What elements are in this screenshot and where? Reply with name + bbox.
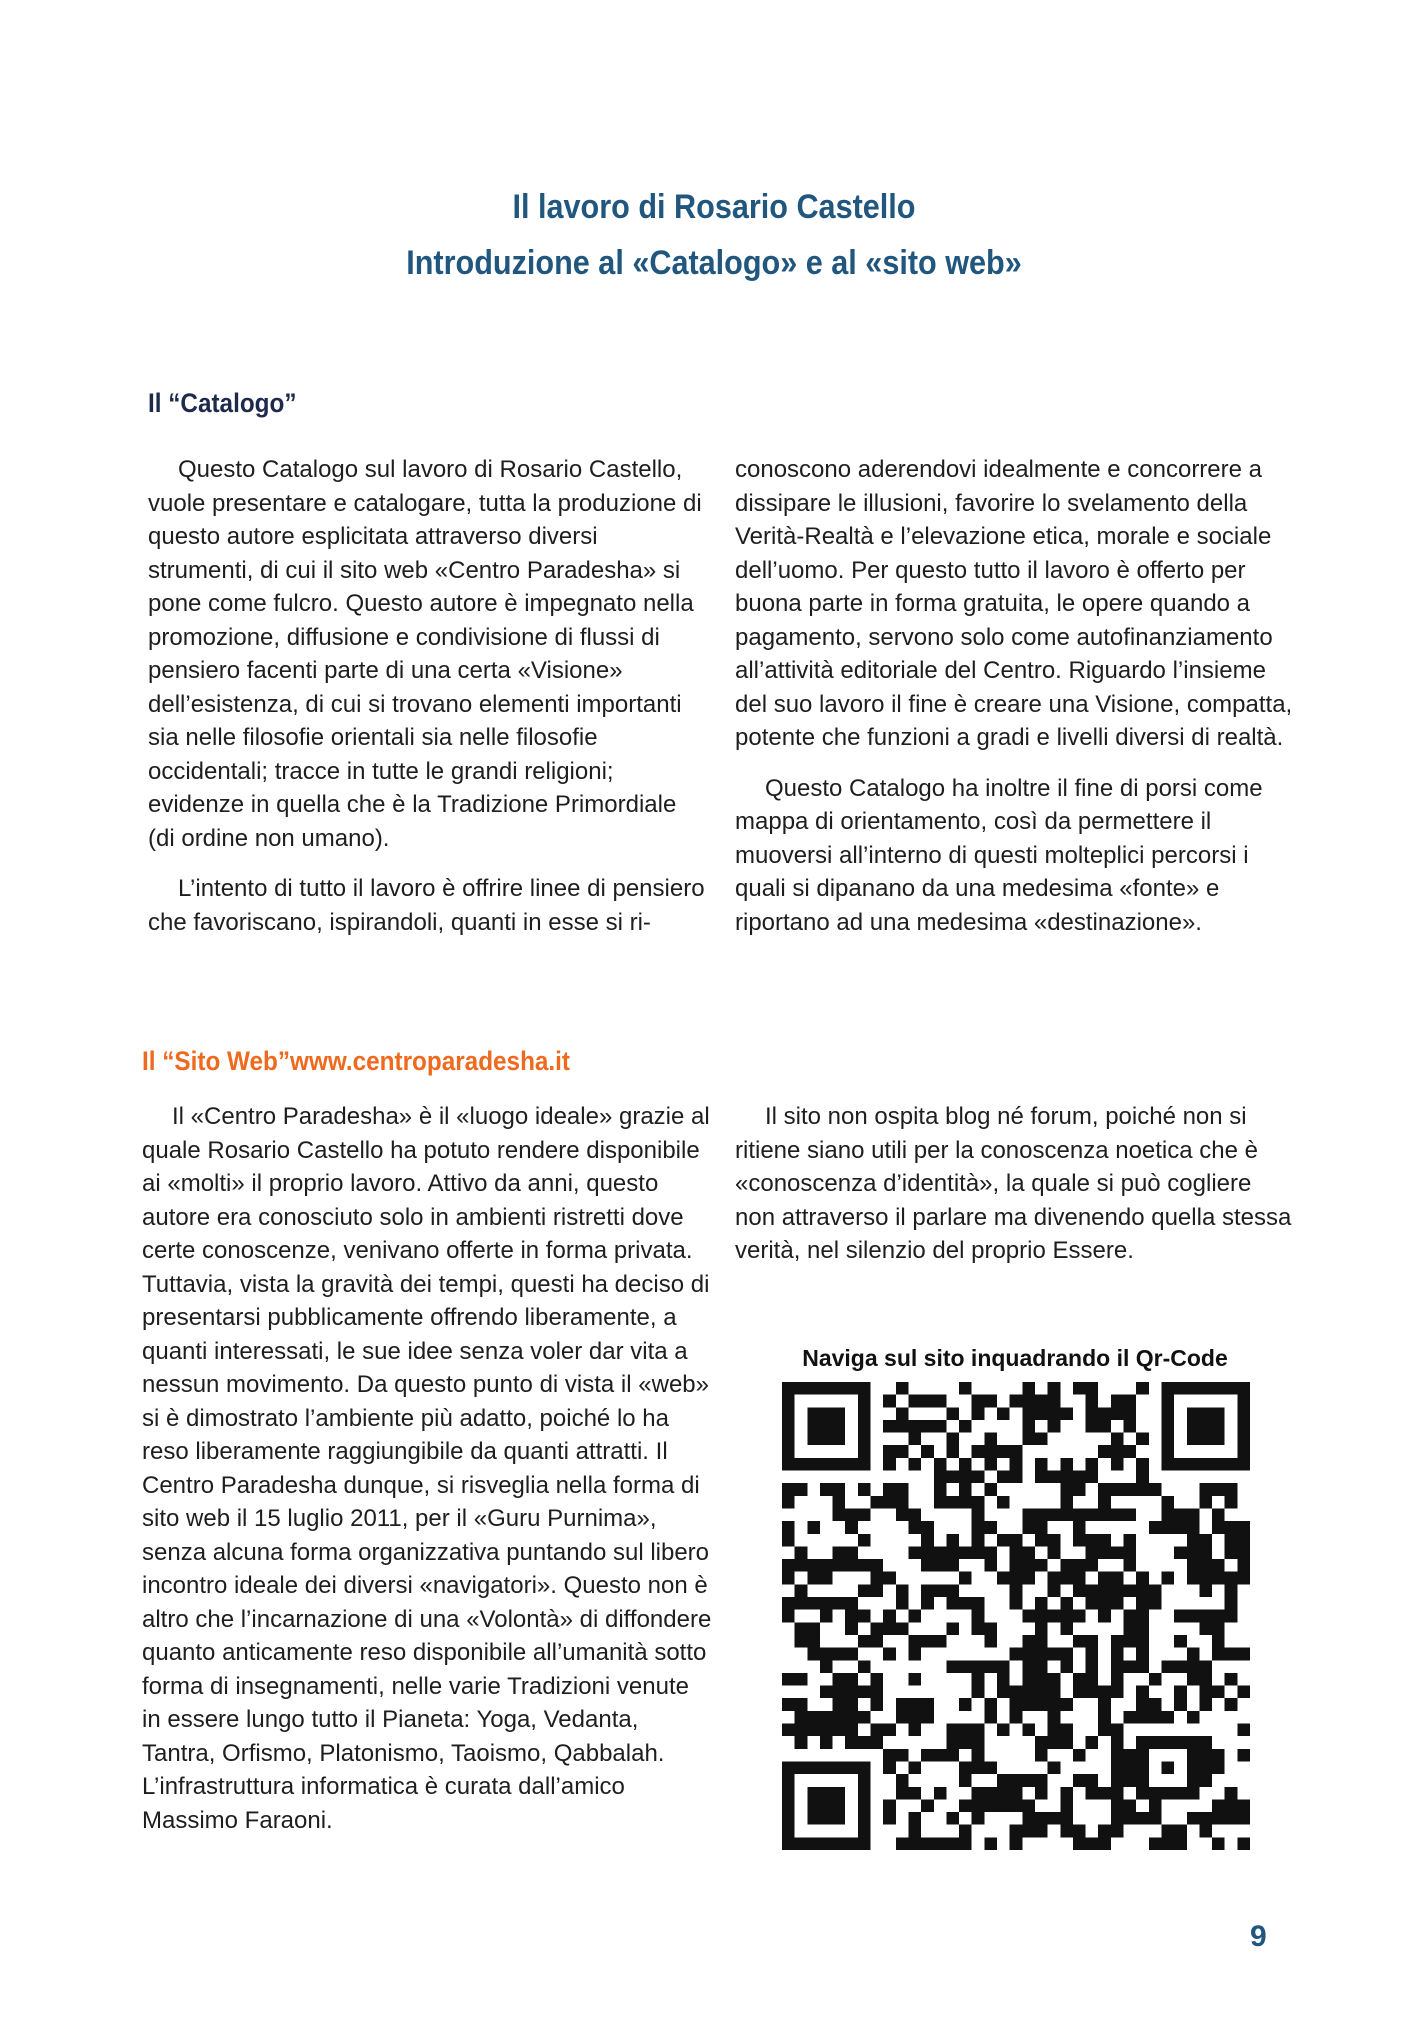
qr-caption: Naviga sul sito inquadrando il Qr-Code — [802, 1345, 1228, 1371]
catalogo-left-column — [148, 453, 708, 939]
page-title: Il lavoro di Rosario Castello — [512, 188, 916, 226]
qr-code-image[interactable] — [782, 1382, 1250, 1850]
catalogo-paragraph: Questo Catalogo sul lavoro di Rosario Castello, vuole presentare e catalogare, tutta la produzione di questo autore esplicitata attraverso diversi strumenti, di cui il sito web «Centro Paradesha» si pone come fulcro. Questo autore è impegnato nella promozione, diffusione e condivisione di flussi di pensiero facenti parte di una certa «Visione» dell’esistenza, di cui si trovano elementi importanti sia nelle filosofie orientali sia nelle filosofie occidentali; tracce in tutte le grandi religioni; evidenze in quella che è la Tradizione Primordiale (di ordine non umano). — [148, 456, 702, 852]
page-subtitle: Introduzione al «Catalogo» e al «sito web» — [406, 244, 1022, 282]
sito-paragraph: Il sito non ospita blog né forum, poiché non si ritiene siano utili per la conoscenza noetica che è «conoscenza d’identità», la quale si può cogliere non attraverso il parlare ma divenendo quella stessa verità, nel silenzio del proprio Essere. — [735, 1103, 1292, 1264]
sito-paragraph: Il «Centro Paradesha» è il «luogo ideale» grazie al quale Rosario Castello ha potuto rendere disponibile ai «molti» il proprio lavoro. Attivo da anni, questo autore era conosciuto solo in ambienti ristretti dove certe conoscenze, venivano offerte in forma privata. Tuttavia, vista la gravità dei tempi, questi ha deciso di presentarsi pubblicamente offrendo liberamente, a quanti interessati, le sue idee senza voler dar vita a nessun movimento. Da questo punto di vista il «web» si è dimostrato l’ambiente più adatto, poiché lo ha reso liberamente raggiungibile da quanti attratti. Il Centro Paradesha dunque, si risveglia nella forma di sito web il 15 luglio 2011, per il «Guru Purnima», senza alcuna forma organizzativa puntando sul libero incontro ideale dei diversi «navigatori». Questo non è altro che l’incarnazione di una «Volontà» di diffondere quanto anticamente reso disponibile all’umanità sotto forma di insegnamenti, nelle varie Tradizioni venute in essere lungo tutto il Pianeta: Yoga, Vedanta, Tantra, Orfismo, Platonismo, Taoismo, Qabbalah. L’infrastruttura informatica è curata dall’amico Massimo Faraoni. — [142, 1103, 712, 1834]
page-number: 9 — [1250, 1920, 1267, 1953]
sito-left-column — [142, 1100, 712, 1837]
catalogo-right-column — [735, 453, 1295, 939]
catalogo-paragraph: conoscono aderendovi idealmente e concorrere a dissipare le illusioni, favorire lo svelamento della Verità-Realtà e l’elevazione etica, morale e sociale dell’uomo. Per questo tutto il lavoro è offerto per buona parte in forma gratuita, le opere quando a pagamento, servono solo come autofinanziamento all’attività editoriale del Centro. Riguardo l’insieme del suo lavoro il fine è creare una Visione, compatta, potente che funzioni a gradi e livelli diversi di realtà. — [735, 456, 1293, 751]
sito-web-heading: Il “Sito Web”www.centroparadesha.it — [142, 1046, 571, 1076]
catalogo-paragraph: L’intento di tutto il lavoro è offrire linee di pensiero che favoriscano, ispirandoli, quanti in esse si ri- — [148, 875, 705, 936]
catalogo-heading: Il “Catalogo” — [148, 388, 297, 418]
sito-right-column — [735, 1100, 1295, 1268]
catalogo-paragraph: Questo Catalogo ha inoltre il fine di porsi come mappa di orientamento, così da permettere il muoversi all’interno di questi molteplici percorsi i quali si dipanano da una medesima «fonte» e riportano ad una medesima «destinazione». — [735, 774, 1263, 936]
